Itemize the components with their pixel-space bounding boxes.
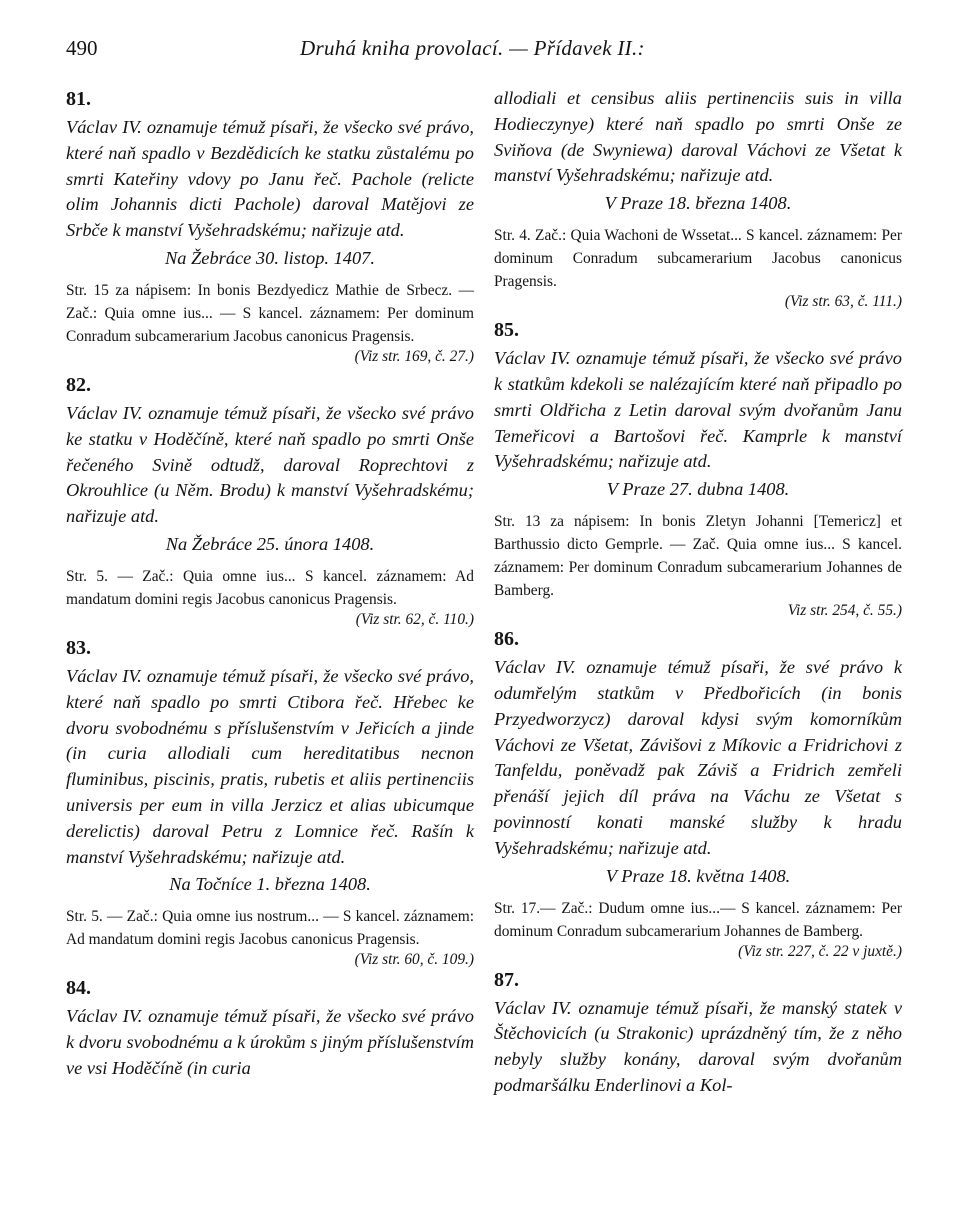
entry-regest: Václav IV. oznamuje témuž písaři, že všecko své právo k statkům kdekoli se nalézajícím které naň připadlo po smrti Oldřicha z Letin daroval svým dvořanům Janu Temeřicovi a Bartošovi řeč. Kamprle k manství Vyšehradskému; nařizuje atd. bbox=[494, 348, 902, 472]
entry-note: Str. 5. — Zač.: Quia omne ius nostrum... — S kancel. záznamem: Ad mandatum domini regis Jacobus canonicus Pragensis. bbox=[66, 908, 474, 949]
entry-date: Na Žebráce 30. listop. 1407. bbox=[165, 247, 375, 268]
entry-regest: allodiali et censibus aliis pertinenciis suis in villa Hodieczynye) které naň spadlo po smrti Onše ze Sviňova (de Swyniewa) daroval Váchovi ze Všetat k manství Vyšehradskému; nařizuje atd. bbox=[494, 88, 902, 186]
document-entry bbox=[66, 977, 474, 1081]
page-number: 490 bbox=[66, 36, 98, 60]
entry-number: 83. bbox=[66, 636, 91, 659]
entry-note: Str. 4. Zač.: Quia Wachoni de Wssetat... S kancel. záznamem: Per dominum Conradum subcamerarium Jacobus canonicus Pragensis. bbox=[494, 227, 902, 291]
document-entry bbox=[66, 374, 474, 629]
entry-number: 82. bbox=[66, 373, 91, 396]
entry-reference: (Viz str. 63, č. 111.) bbox=[784, 293, 902, 311]
left-column bbox=[66, 86, 474, 1088]
entry-reference: (Viz str. 169, č. 27.) bbox=[354, 347, 474, 365]
entry-number: 87. bbox=[494, 968, 519, 991]
entry-regest: Václav IV. oznamuje témuž písaři, že všecko své právo, které naň spadlo v Bezdědicích ke statku zůstalému po smrti Kateřiny vdovy po Janu řeč. Pachole (relicte olim Johannis dicti Pachole) daroval Matějovi ze Srbče k manství Vyšehradskému; nařizuje atd. bbox=[66, 117, 474, 241]
entry-number: 86. bbox=[494, 628, 519, 651]
entry-date: V Praze 18. května 1408. bbox=[605, 865, 791, 886]
entry-reference: (Viz str. 227, č. 22 v juxtě.) bbox=[738, 942, 902, 960]
document-entry bbox=[494, 628, 902, 960]
document-entry bbox=[494, 969, 902, 1099]
entry-note: Str. 5. — Zač.: Quia omne ius... S kancel. záznamem: Ad mandatum domini regis Jacobus canonicus Pragensis. bbox=[66, 567, 474, 608]
entry-date: V Praze 27. dubna 1408. bbox=[606, 479, 790, 500]
running-title: Druhá kniha provolací. — Přídavek II.: bbox=[300, 36, 645, 60]
entry-note: Str. 15 za nápisem: In bonis Bezdyedicz Mathie de Srbecz. — Zač.: Quia omne ius... — S kancel. záznamem: Per dominum Conradum subcamerarium Jacobus canonicus Pragensis. bbox=[66, 281, 474, 345]
entry-reference: (Viz str. 60, č. 109.) bbox=[354, 951, 474, 969]
entry-note: Str. 17.— Zač.: Dudum omne ius...— S kancel. záznamem: Per dominum Conradum subcamerarium Johannes de Bamberg. bbox=[494, 899, 902, 940]
right-column bbox=[494, 86, 902, 1105]
entry-regest: Václav IV. oznamuje témuž písaři, že manský statek v Štěchovicích (u Strakonic) uprázdněný tím, že z něho nebyly služby konány, daroval svým dvořanům podmaršálku Enderlinovi a Kol- bbox=[494, 997, 902, 1095]
entry-number: 84. bbox=[66, 977, 91, 1000]
entry-regest: Václav IV. oznamuje témuž písaři, že všecko své právo k dvoru svobodnému a k úrokům s jiným příslušenstvím ve vsi Hoděčíně (in curia bbox=[66, 1006, 474, 1078]
entry-number: 81. bbox=[66, 88, 91, 110]
entry-regest: Václav IV. oznamuje témuž písaři, že své právo k odumřelým statkům v Předbořicích (in bonis Przyedworzycz) daroval kdysi svým komorníkům Váchovi ze Všetat, Závišovi z Míkovic a Fridrichovi z Tanfeldu, poněvadž pak Záviš a Fridrich zemřeli přenáší jejich díl práva na Váchu ze Všetat s povinností konati manské služby k hradu Vyšehradskému; nařizuje atd. bbox=[494, 657, 902, 858]
entry-regest: Václav IV. oznamuje témuž písaři, že všecko své právo ke statku v Hoděčíně, které naň spadlo po smrti Onše řečeného Svině odtudž, daroval Roprechtovi z Okrouhlice (u Něm. Brodu) k manství Vyšehradskému; nařizuje atd. bbox=[66, 402, 474, 527]
entry-date: Na Žebráce 25. února 1408. bbox=[165, 533, 375, 554]
entry-date: Na Točníce 1. března 1408. bbox=[169, 874, 371, 895]
document-entry bbox=[494, 319, 902, 620]
entry-reference: Viz str. 254, č. 55.) bbox=[787, 602, 902, 620]
entry-note: Str. 13 za nápisem: In bonis Zletyn Johanni [Temericz] et Barthussio dicto Gemprle. — Zač. Quia omne ius... S kancel. záznamem: Per dominum Conradum subcamerarium Johannes de Bamberg. bbox=[494, 513, 902, 600]
document-entry bbox=[494, 86, 902, 311]
entry-number: 85. bbox=[494, 319, 519, 342]
entry-reference: (Viz str. 62, č. 110.) bbox=[355, 610, 474, 628]
entry-date: V Praze 18. března 1408. bbox=[604, 193, 792, 214]
document-entry bbox=[66, 637, 474, 969]
document-entry bbox=[66, 88, 474, 366]
entry-regest: Václav IV. oznamuje témuž písaři, že všecko své právo, které naň spadlo po smrti Ctibora řeč. Hřebec ke dvoru svobodnému s příslušenstvím v Jeřicích a jinde (in curia allodiali cum hereditatibus necnon fluminibus, piscinis, pratis, rubetis et aliis pertinenciis universis per eum in villa Jerzicz et alias ubicumque derelictis) daroval Petru z Lomnice řeč. Rašín k manství Vyšehradskému; nařizuje atd. bbox=[66, 665, 474, 867]
